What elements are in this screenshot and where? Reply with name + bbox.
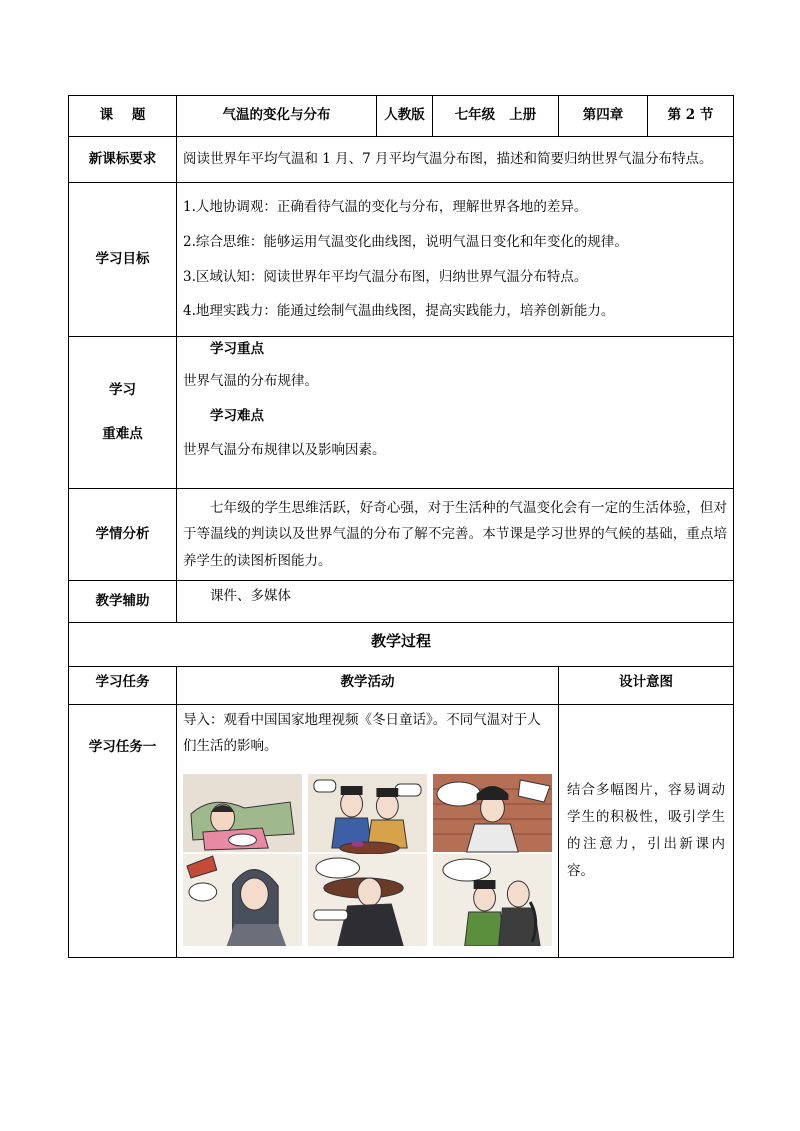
keypoints-label [69,337,177,489]
keypoints-content [177,337,734,489]
section: 第 2 节 [648,96,734,137]
curriculum-text: 阅读世界年平均气温和 1 月、7 月平均气温分布图，描述和简要归纳世界气温分布特点。 [177,137,734,183]
aids-text: 课件、多媒体 [177,581,734,623]
objectives-list [177,183,734,337]
objective-item: 4.地理实践力：能通过绘制气温曲线图，提高实践能力，培养创新能力。 [183,303,615,320]
topic-label: 课 题 [69,96,177,137]
chapter: 第四章 [559,96,648,137]
difficulty-title: 学习难点 [210,408,264,425]
task1-label: 学习任务一 [69,705,177,958]
task1-activity [177,705,559,958]
topic-title: 气温的变化与分布 [177,96,377,137]
comic-panel-image [433,774,552,946]
edition: 人教版 [377,96,433,137]
col-activity-header: 教学活动 [177,667,559,705]
col-intent-header: 设计意图 [559,667,734,705]
task1-activity-text: 导入：观看中国国家地理视频《冬日童话》。不同气温对于人们生活的影响。 [183,712,541,755]
focus-text: 世界气温的分布规律。 [183,372,318,389]
col-task-header: 学习任务 [69,667,177,705]
objective-item: 2.综合思维：能够运用气温变化曲线图，说明气温日变化和年变化的规律。 [183,233,628,250]
objective-item: 3.区域认知：阅读世界年平均气温分布图，归纳世界气温分布特点。 [183,268,588,285]
comic-panel-image [183,774,302,946]
learner-analysis-label: 学情分析 [69,489,177,581]
lesson-plan-table [68,95,734,958]
keypoints-label-line1: 学习 [109,381,136,398]
objective-item: 1.人地协调观：正确看待气温的变化与分布，理解世界各地的差异。 [183,198,588,215]
process-title: 教学过程 [69,623,734,667]
learner-analysis-text: 七年级的学生思维活跃，好奇心强，对于生活种的气温变化会有一定的生活体验，但对于等温线的判读以及世界气温的分布了解不完善。本节课是学习世界的气候的基础，重点培养学生的读图析图能力。 [177,489,734,581]
grade: 七年级 上册 [433,96,559,137]
focus-title: 学习重点 [210,341,264,357]
aids-label: 教学辅助 [69,581,177,623]
objectives-label: 学习目标 [69,183,177,337]
curriculum-label: 新课标要求 [69,137,177,183]
difficulty-text: 世界气温分布规律以及影响因素。 [183,441,386,458]
comic-panel-image [308,774,427,946]
comic-strip [183,774,552,950]
keypoints-label-line2: 重难点 [102,425,143,442]
task1-intent: 结合多幅图片，容易调动学生的积极性，吸引学生的注意力，引出新课内容。 [559,705,734,958]
